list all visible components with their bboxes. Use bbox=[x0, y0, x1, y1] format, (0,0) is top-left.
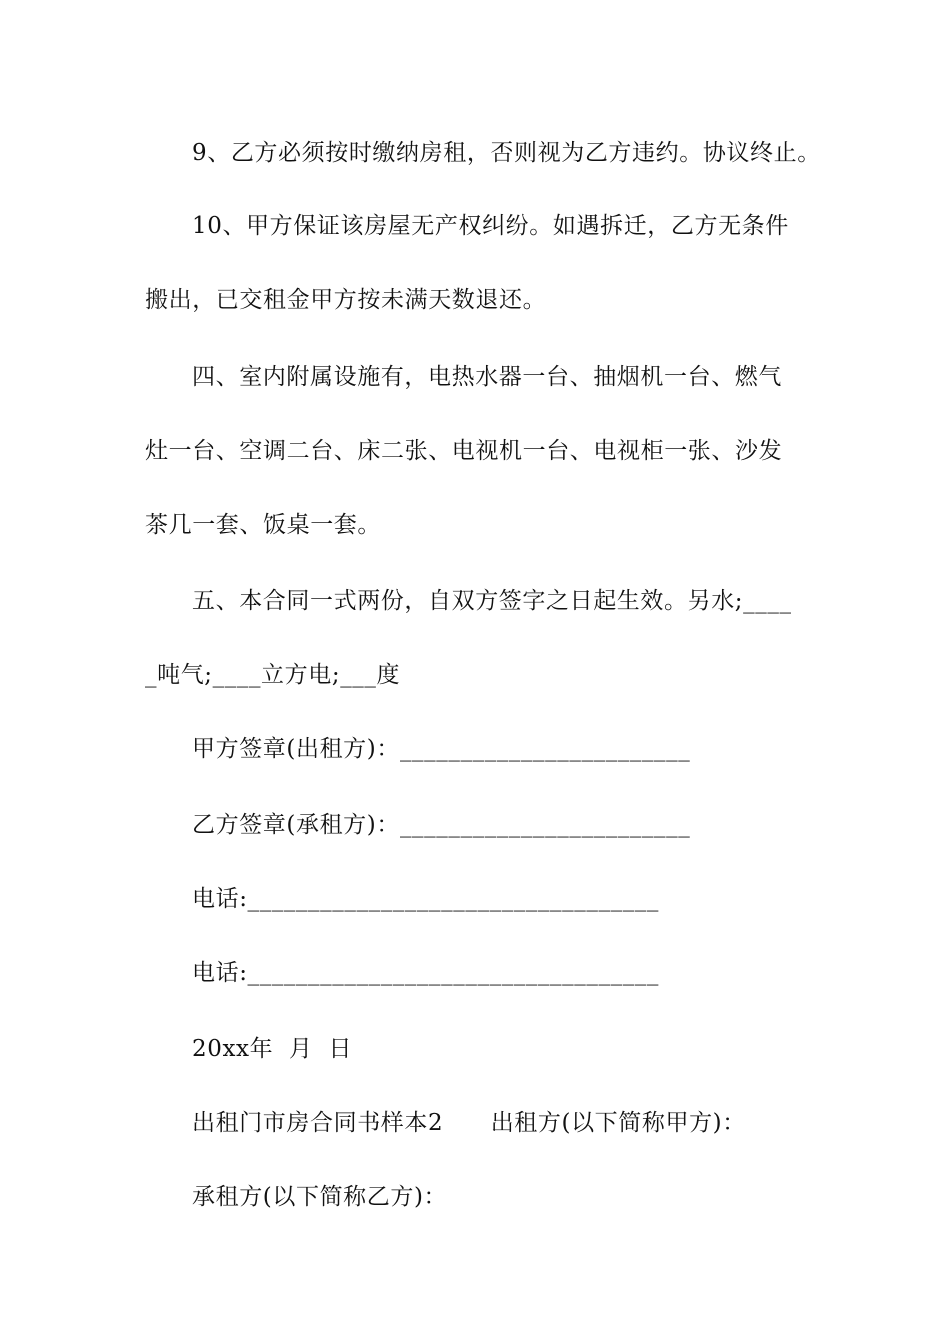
clause-9: 9、乙方必须按时缴纳房租，否则视为乙方违约。协议终止。 bbox=[192, 140, 821, 166]
section-4-line-2: 灶一台、空调二台、床二张、电视机一台、电视柜一张、沙发 bbox=[145, 438, 783, 464]
clause-10-line-2: 搬出，已交租金甲方按未满天数退还。 bbox=[145, 287, 547, 313]
phone-line-1: 电话:__________________________________ bbox=[192, 886, 659, 912]
lessor-signature-line: 甲方签章(出租方)：________________________ bbox=[192, 736, 691, 762]
section-4-line-3: 茶几一套、饭桌一套。 bbox=[145, 512, 381, 538]
date-line: 20xx年 月 日 bbox=[192, 1036, 353, 1062]
lessee-definition: 承租方(以下简称乙方)： bbox=[192, 1184, 448, 1210]
section-5-line-1: 五、本合同一式两份，自双方签字之日起生效。另水;____ bbox=[192, 588, 792, 614]
phone-line-2: 电话:__________________________________ bbox=[192, 960, 659, 986]
section-4-line-1: 四、室内附属设施有，电热水器一台、抽烟机一台、燃气 bbox=[192, 364, 782, 390]
section-5-line-2: _吨气;____立方电;___度 bbox=[145, 662, 401, 688]
contract-sample-2-title: 出租门市房合同书样本2 出租方(以下简称甲方)： bbox=[192, 1110, 746, 1136]
lessee-signature-line: 乙方签章(承租方)：________________________ bbox=[192, 812, 691, 838]
clause-10-line-1: 10、甲方保证该房屋无产权纠纷。如遇拆迁，乙方无条件 bbox=[192, 213, 789, 239]
